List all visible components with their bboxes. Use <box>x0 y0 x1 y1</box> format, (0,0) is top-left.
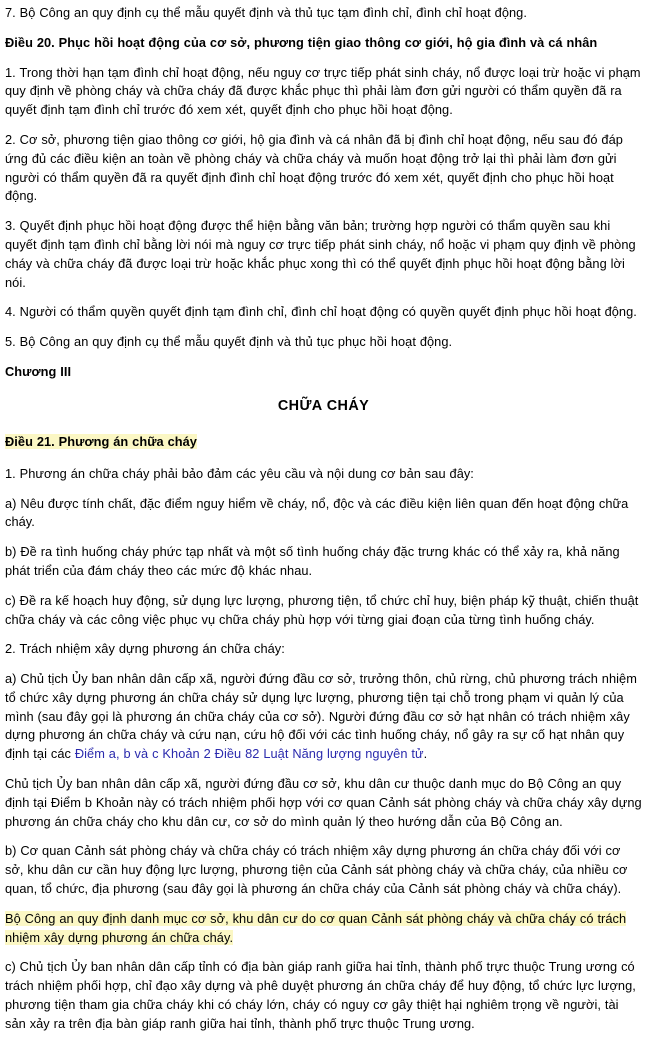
paragraph-article21-item1: 1. Phương án chữa cháy phải bảo đảm các yêu cầu và nội dung cơ bản sau đây: <box>5 465 474 481</box>
paragraph-article21-item2a <box>5 670 642 764</box>
paragraph-article20-item7: 7. Bộ Công an quy định cụ thể mẫu quyết định và thủ tục tạm đình chỉ, đình chỉ hoạt động. <box>5 5 527 20</box>
paragraph-article20-item2: 2. Cơ sở, phương tiện giao thông cơ giới, hộ gia đình và cá nhân đã bị đình chỉ hoạt động, nếu sau đó đáp ứng đủ các điều kiện an toàn về phòng cháy và chữa cháy và muốn hoạt động trở lại thì phải làm đơn gửi người có thẩm quyền đã ra quyết định đình chỉ hoạt động trước đó xem xét, quyết định cho phục hồi hoạt động. <box>5 131 623 204</box>
paragraph-article21-item2b: b) Cơ quan Cảnh sát phòng cháy và chữa cháy có trách nhiệm xây dựng phương án chữa cháy đối với cơ sở, khu dân cư cần huy động lực lượng, phương tiện của Cảnh sát phòng cháy và chữa cháy, của nhiều cơ quan, tổ chức, địa phương (sau đây gọi là phương án chữa cháy của Cảnh sát phòng cháy và chữa cháy). <box>5 843 628 897</box>
paragraph-article21-item2a-lead: a) Chủ tịch Ủy ban nhân dân cấp xã, người đứng đầu cơ sở, trưởng thôn, chủ rừng, chủ phương trách nhiệm tổ chức xây dựng phương án chữa cháy sử dụng lực lượng, phương tiện tại chỗ trong phạm vi quản lý của mình (sau đây gọi là phương án chữa cháy của cơ sở). Người đứng đầu cơ sở hạt nhân có trách nhiệm xây dựng phương án chữa cháy và cứu nạn, cứu hộ đối với các tình huống cháy, nổ gây ra sự cố hạt nhân quy định tại các <box>5 671 637 762</box>
paragraph-article21-item2b-highlighted <box>5 910 642 948</box>
paragraph-article21-item1c: c) Đề ra kế hoạch huy động, sử dụng lực lượng, phương tiện, tổ chức chỉ huy, biện pháp kỹ thuật, chiến thuật chữa cháy và các công việc phục vụ chữa cháy phù hợp với từng giai đoạn của từng tình huống cháy. <box>5 592 639 627</box>
paragraph-article20-item4: 4. Người có thẩm quyền quyết định tạm đình chỉ, đình chỉ hoạt động có quyền quyết định phục hồi hoạt động. <box>5 304 637 320</box>
chapter-label: Chương III <box>5 363 72 379</box>
paragraph-article21-item1a: a) Nêu được tính chất, đặc điểm nguy hiểm về cháy, nổ, độc và các điều kiện liên quan đến hoạt động chữa cháy. <box>5 495 629 530</box>
highlighted-text-ministry-list: Bộ Công an quy định danh mục cơ sở, khu dân cư do cơ quan Cảnh sát phòng cháy và chữa cháy có trách nhiệm xây dựng phương án chữa cháy. <box>5 910 627 945</box>
cross-reference-link-nuclear-energy-law[interactable]: Điểm a, b và c Khoản 2 Điều 82 Luật Năng lượng nguyên tử <box>74 746 424 762</box>
chapter-title: CHỮA CHÁY <box>277 397 370 414</box>
paragraph-article21-item2c: c) Chủ tịch Ủy ban nhân dân cấp tỉnh có địa bàn giáp ranh giữa hai tỉnh, thành phố trực thuộc Trung ương có trách nhiệm phối hợp, chỉ đạo xây dựng và phê duyệt phương án chữa cháy để huy động, tổ chức lực lượng, phương tiện tham gia chữa cháy khi có cháy lớn, cháy có nguy cơ gây thiệt hại nghiêm trọng về người, tài sản xảy ra trên địa bàn giáp ranh giữa hai tỉnh, thành phố trực thuộc Trung ương. <box>5 959 636 1031</box>
paragraph-article20-item5: 5. Bộ Công an quy định cụ thể mẫu quyết định và thủ tục phục hồi hoạt động. <box>5 334 453 350</box>
paragraph-article21-item2: 2. Trách nhiệm xây dựng phương án chữa cháy: <box>5 641 285 657</box>
paragraph-article21-item2a-continued: Chủ tịch Ủy ban nhân dân cấp xã, người đứng đầu cơ sở, khu dân cư thuộc danh mục do Bộ Công an quy định tại Điểm b Khoản này có trách nhiệm phối hợp với cơ quan Cảnh sát phòng cháy và chữa cháy xây dựng phương án chữa cháy cho khu dân cư, cơ sở do mình quản lý theo hướng dẫn của Bộ Công an. <box>5 776 642 829</box>
paragraph-article21-item2a-tail: . <box>423 746 428 762</box>
article-heading-21 <box>5 433 642 452</box>
paragraph-article21-item1b: b) Đề ra tình huống cháy phức tạp nhất và một số tình huống cháy đặc trưng khác có thể xảy ra, khả năng phát triển của đám cháy theo các mức độ khác nhau. <box>5 544 620 578</box>
paragraph-article20-item3: 3. Quyết định phục hồi hoạt động được thể hiện bằng văn bản; trường hợp người có thẩm quyền sau khi quyết định tạm đình chỉ bằng lời nói mà nguy cơ trực tiếp phát sinh cháy, nổ hoặc vi phạm quy định về phòng cháy và chữa cháy đã được loại trừ hoặc khắc phục xong thì có thể quyết định phục hồi hoạt động bằng lời nói. <box>5 218 636 290</box>
article-heading-21-text: Điều 21. Phương án chữa cháy <box>5 433 197 449</box>
paragraph-article20-item1: 1. Trong thời hạn tạm đình chỉ hoạt động, nếu nguy cơ trực tiếp phát sinh cháy, nổ được loại trừ hoặc vi phạm quy định về phòng cháy và chữa cháy đã được khắc phục thì phải làm đơn gửi người có thẩm quyền đã ra quyết định tạm đình chỉ trước đó xem xét, quyết định cho phục hồi hoạt động. <box>5 64 641 118</box>
article-heading-20: Điều 20. Phục hồi hoạt động của cơ sở, phương tiện giao thông cơ giới, hộ gia đình và cá nhân <box>5 34 598 50</box>
